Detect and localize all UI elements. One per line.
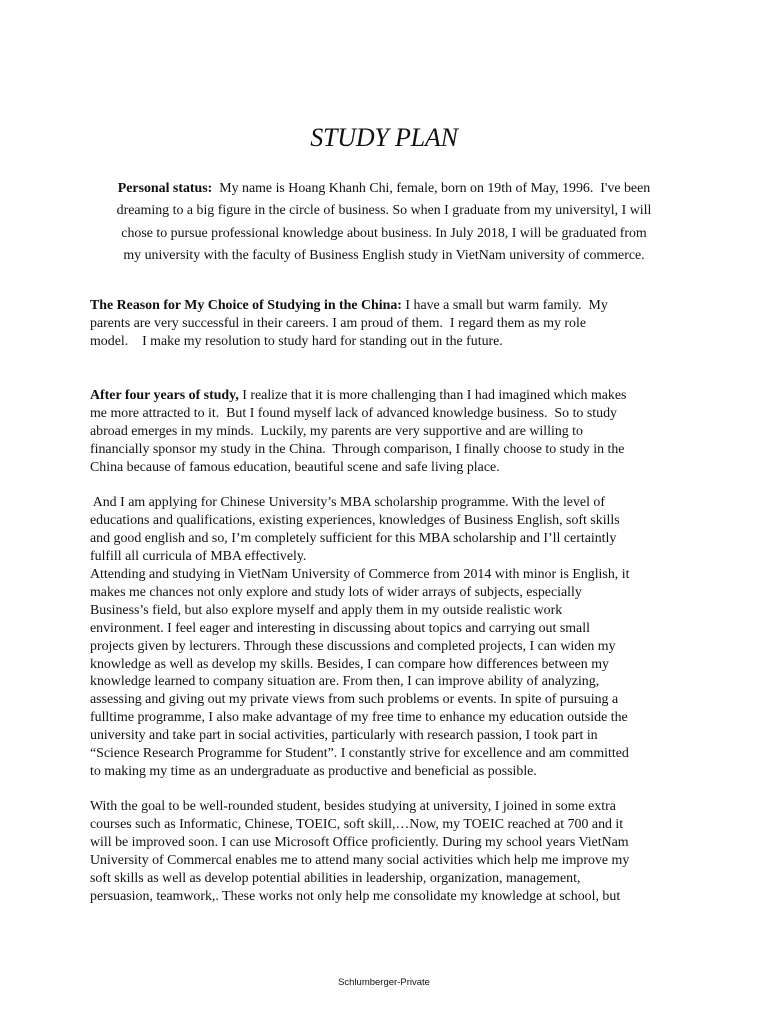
paragraph-line: [90, 387, 690, 405]
paragraph-line: And I am applying for Chinese University’s MBA scholarship programme. With the level of: [90, 495, 605, 510]
paragraph-line: parents are very successful in their careers. I am proud of them. I regard them as my role: [90, 315, 587, 331]
paragraph-line: financially sponsor my study in the China. Through comparison, I finally choose to study in the: [90, 441, 625, 457]
after-study-label: After four years of study,: [90, 388, 239, 403]
paragraph-line: university and take part in social activities, particularly with research passion, I took part in: [90, 728, 598, 744]
paragraph-text: I realize that it is more challenging than I had imagined which makes: [238, 388, 627, 403]
paragraph-line: my university with the faculty of Business English study in VietNam university of commerce.: [123, 247, 645, 263]
paragraph-line: abroad emerges in my minds. Luckily, my parents are very supportive and are willing to: [90, 423, 583, 439]
paragraph-line: knowledge learned to company situation are. From then, I can improve ability of analyzing,: [90, 674, 600, 690]
paragraph-line: projects given by lecturers. Through these discussions and completed projects, I can widen my: [90, 638, 616, 654]
after-study-paragraph: [90, 387, 690, 477]
reason-label: The Reason for My Choice of Studying in the China:: [90, 298, 402, 313]
paragraph-line: chose to pursue professional knowledge about business. In July 2018, I will be graduated from: [121, 225, 647, 241]
paragraph-line: and good english and so, I’m completely sufficient for this MBA scholarship and I’ll certaintly: [90, 530, 617, 546]
paragraph-line: makes me chances not only explore and study lots of wider arrays of subjects, especially: [90, 584, 582, 600]
paragraph-line: “Science Research Programme for Student”. I constantly strive for excellence and am committed: [90, 746, 629, 762]
paragraph-text: My name is Hoang Khanh Chi, female, born on 19th of May, 1996. I've been: [212, 181, 651, 196]
personal-status-paragraph: [86, 178, 682, 267]
reason-paragraph: [90, 297, 690, 351]
paragraph-line: Business’s field, but also explore myself and apply them in my outside realistic work: [90, 602, 563, 618]
paragraph-line: me more attracted to it. But I found myself lack of advanced knowledge business. So to study: [90, 405, 617, 421]
classification-footer: Schlumberger-Private: [338, 977, 430, 988]
paragraph-line: courses such as Informatic, Chinese, TOEIC, soft skill,…Now, my TOEIC reached at 700 and it: [90, 816, 624, 832]
paragraph-text: I have a small but warm family. My: [401, 298, 608, 313]
paragraph-line: knowledge as well as develop my skills. Besides, I can compare how differences between my: [90, 656, 609, 672]
page-title: STUDY PLAN: [310, 123, 458, 152]
paragraph-line: University of Commercal enables me to attend many social activities which help me improve my: [90, 852, 630, 868]
paragraph-line: soft skills as well as develop potential abilities in leadership, organization, management,: [90, 870, 581, 886]
paragraph-line: fulltime programme, I also make advantage of my free time to enhance my education outside the: [90, 710, 628, 726]
paragraph-line: to making my time as an undergraduate as productive and beneficial as possible.: [90, 763, 537, 779]
paragraph-line: educations and qualifications, existing experiences, knowledges of Business English, soft skills: [90, 512, 620, 528]
paragraph-line: China because of famous education, beautiful scene and safe living place.: [90, 459, 500, 475]
goal-paragraph: [90, 798, 690, 905]
paragraph-line: will be improved soon. I can use Microsoft Office proficiently. During my school years VietNam: [90, 834, 629, 850]
paragraph-line: [90, 297, 690, 315]
paragraph-line: With the goal to be well-rounded student, besides studying at university, I joined in some extra: [90, 799, 616, 814]
paragraph-line: assessing and giving out my private views from such problems or events. In spite of pursuing a: [90, 692, 619, 708]
paragraph-line: dreaming to a big figure in the circle of business. So when I graduate from my universityl, I will: [116, 203, 652, 219]
paragraph-line: persuasion, teamwork,. These works not only help me consolidate my knowledge at school, but: [90, 888, 621, 904]
attending-paragraph: [90, 566, 690, 781]
paragraph-line: fulfill all curricula of MBA effectively.: [90, 548, 307, 564]
paragraph-line: Attending and studying in VietNam University of Commerce from 2014 with minor is English, it: [90, 567, 630, 582]
paragraph-line: model. I make my resolution to study hard for standing out in the future.: [90, 333, 503, 349]
paragraph-line: environment. I feel eager and interesting in discussing about topics and carrying out small: [90, 620, 590, 636]
paragraph-line: [86, 178, 682, 200]
personal-status-label: Personal status:: [117, 181, 213, 196]
applying-paragraph: [90, 494, 690, 566]
